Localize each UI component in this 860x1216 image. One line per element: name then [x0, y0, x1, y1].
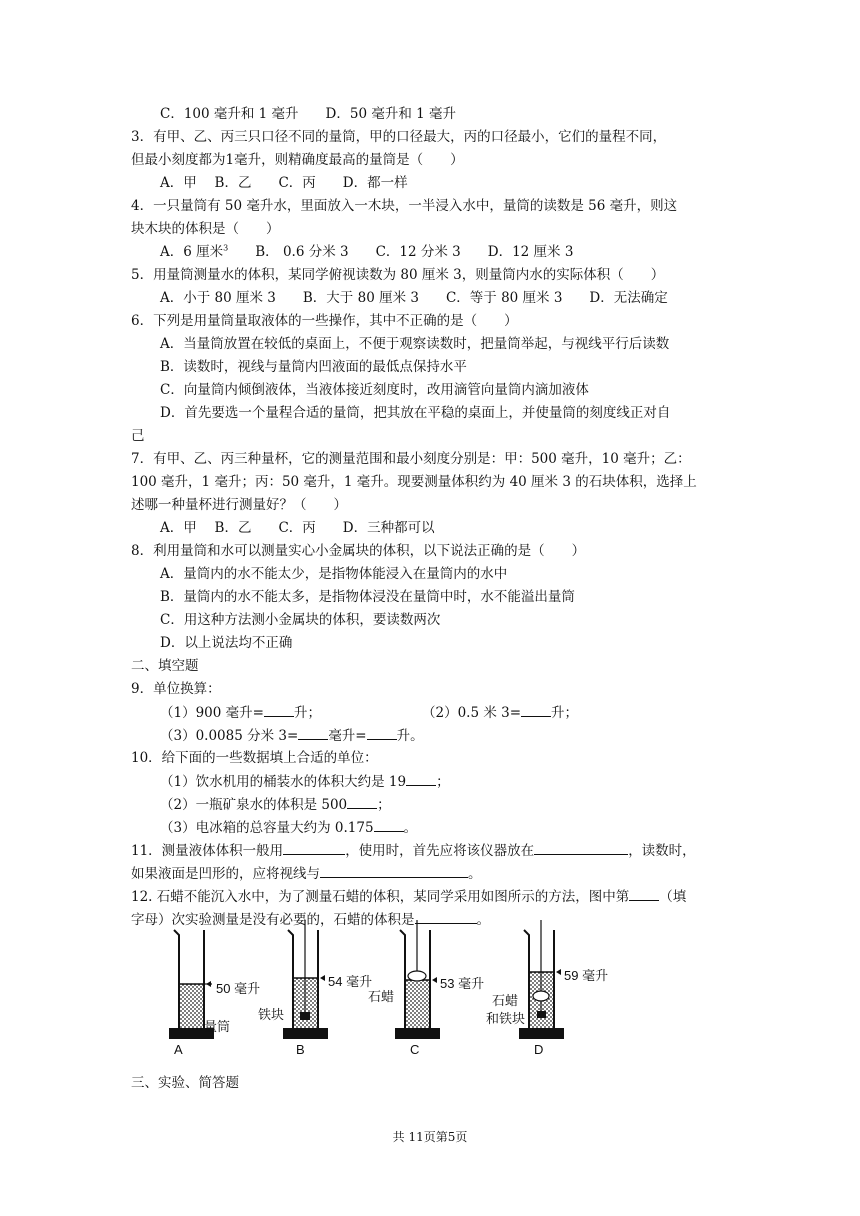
letter-d: D [534, 1042, 544, 1057]
label-c: 石蜡 [368, 989, 395, 1004]
q3-options: A．甲 B．乙 C．丙 D．都一样 [160, 175, 408, 191]
reading-c: 53 毫升 [440, 976, 485, 991]
q9-part-3: （3）0.0085 分米 3= 毫升= 升。 [160, 725, 424, 746]
q7-stem-1: 7．有甲、乙、丙三种量杯，它的测量范围和最小刻度分别是：甲：500 毫升，10 毫升；乙： [131, 451, 691, 467]
q8-option-d: D．以上说法均不正确 [160, 635, 293, 651]
q9-part-2: （2）0.5 米 3= 升； [422, 702, 578, 723]
answer-blank [347, 794, 377, 809]
q10-stem: 10．给下面的一些数据填上合适的单位： [131, 750, 378, 766]
answer-blank [298, 725, 328, 740]
q11-stem-1: 11．测量液体体积一般用 ，使用时，首先应将该仪器放在 ，读数时， [131, 840, 696, 861]
q8-option-a: A．量筒内的水不能太少，是指物体能浸入在量筒内的水中 [160, 566, 508, 582]
q9-stem: 9．单位换算： [131, 681, 221, 697]
q7-stem-2: 100 毫升，1 毫升；丙：50 毫升，1 毫升。现要测量体积约为 40 厘米 3 的石块体积，选择上 [131, 474, 697, 490]
q7-stem-3: 述哪一种量杯进行测量好？（ ） [131, 497, 347, 513]
q6-stem: 6．下列是用量筒量取液体的一些操作，其中不正确的是（ ） [131, 313, 518, 329]
q10-part-1: （1）饮水机用的桶装水的体积大约是 19 ； [160, 771, 450, 792]
q6-option-b: B．读数时，视线与量筒内凹液面的最低点保持水平 [160, 359, 467, 375]
section-fill-in: 二、填空题 [131, 658, 199, 674]
q8-option-b: B．量筒内的水不能太多，是指物体浸没在量筒中时，水不能溢出量筒 [160, 589, 575, 605]
q3-stem-1: 3．有甲、乙、丙三只口径不同的量筒，甲的口径最大，丙的口径最小，它们的量程不同， [131, 129, 667, 145]
q10-part-3: （3）电冰箱的总容量大约为 0.175 。 [160, 817, 417, 838]
q6-option-c: C．向量筒内倾倒液体，当液体接近刻度时，改用滴管向量筒内滴加液体 [160, 382, 589, 398]
q10-part-2: （2）一瓶矿泉水的体积是 500 ； [160, 794, 391, 815]
answer-blank [283, 840, 345, 855]
reading-d: 59 毫升 [564, 968, 609, 983]
reading-a: 50 毫升 [216, 981, 261, 996]
q4-stem-1: 4．一只量筒有 50 毫升水，里面放入一木块，一半浸入水中，量筒的读数是 56 毫升，则这 [131, 198, 678, 214]
answer-blank [521, 702, 551, 717]
page-footer: 共 11页第5页 [392, 1130, 468, 1144]
q8-stem: 8．利用量筒和水可以测量实心小金属块的体积，以下说法正确的是（ ） [131, 543, 586, 559]
reading-b: 54 毫升 [328, 974, 373, 989]
label-d-2: 和铁块 [486, 1011, 526, 1026]
q11-stem-2: 如果液面是凹形的，应将视线与 。 [131, 863, 482, 884]
section-experiment: 三、实验、简答题 [131, 1075, 239, 1091]
q4-options: A．6 厘米$^3$ B． 0.6 分米 3 C．12 分米 3 D．12 厘米 3 [160, 243, 574, 260]
letter-c: C [410, 1042, 420, 1057]
q6-option-d: D．首先要选一个量程合适的量筒，把其放在平稳的桌面上，并使量筒的刻度线正对自 [160, 405, 671, 421]
label-b: 铁块 [258, 1007, 285, 1022]
letter-b: B [296, 1042, 305, 1057]
label-a: 量筒 [204, 1019, 231, 1034]
cylinder-d [519, 920, 564, 1039]
q12-stem-2: 字母）次实验测量是没有必要的，石蜡的体积是 。 [131, 909, 490, 930]
q8-option-c: C．用这种方法测小金属块的体积，要读数两次 [160, 612, 441, 628]
answer-blank [406, 771, 436, 786]
letter-a: A [174, 1042, 183, 1057]
q9-part-1: （1）900 毫升= 升； （2）0.5 米 3= 升； [160, 702, 321, 723]
q5-options: A．小于 80 厘米 3 B．大于 80 厘米 3 C．等于 80 厘米 3 D．无法确定 [160, 290, 668, 306]
answer-blank [367, 725, 397, 740]
answer-blank [534, 840, 628, 855]
answer-blank [374, 817, 404, 832]
answer-blank [264, 702, 294, 717]
label-d-1: 石蜡 [492, 993, 519, 1008]
q7-options: A．甲 B．乙 C．丙 D．三种都可以 [160, 520, 435, 536]
q5-stem: 5．用量筒测量水的体积，某同学俯视读数为 80 厘米 3，则量筒内水的实际体积（ ） [131, 267, 665, 283]
q6-option-a: A．当量筒放置在较低的桌面上，不便于观察读数时，把量筒举起，与视线平行后读数 [160, 336, 670, 352]
q4-stem-2: 块木块的体积是（ ） [131, 221, 280, 237]
q3-stem-2: 但最小刻度都为1毫升，则精确度最高的量筒是（ ） [131, 152, 464, 168]
cylinder-figure [160, 918, 620, 1058]
q12-stem-1: 12. 石蜡不能沉入水中，为了测量石蜡的体积，某同学采用如图所示的方法，图中第 （填 [131, 886, 686, 907]
q2-options-cd: C．100 毫升和 1 毫升 D．50 毫升和 1 毫升 [160, 106, 457, 122]
cylinder-c [395, 920, 440, 1039]
answer-blank [320, 863, 468, 878]
q6-option-d-cont: 己 [131, 428, 145, 444]
answer-blank [629, 886, 659, 901]
cylinder-b [283, 920, 328, 1039]
